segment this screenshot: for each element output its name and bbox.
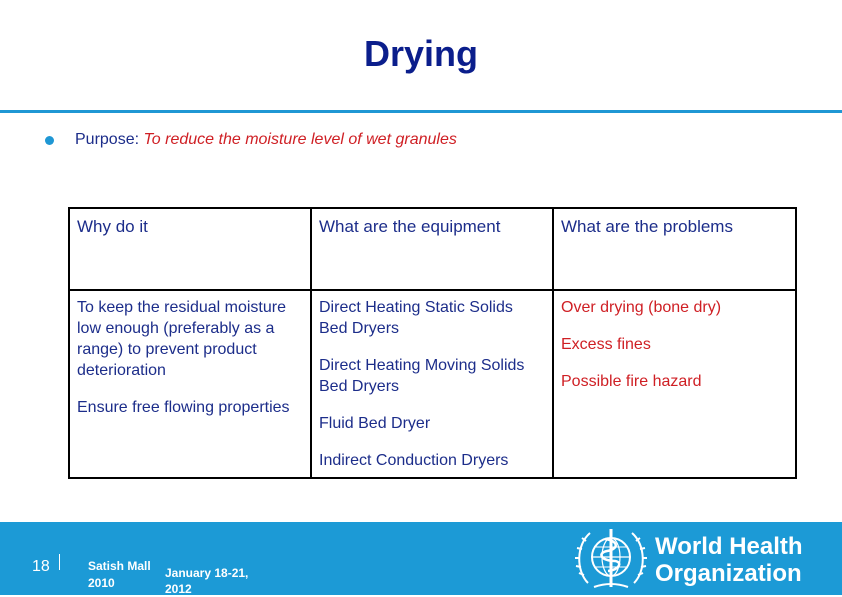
equipment-item: Direct Heating Moving Solids Bed Dryers: [319, 357, 525, 395]
purpose-text: To reduce the moisture level of wet granules: [143, 131, 457, 148]
event-date-line2: 2012: [165, 582, 192, 596]
drying-table: [68, 207, 797, 479]
problems-cell: [553, 290, 796, 478]
presenter-info: [88, 558, 151, 592]
presenter-name: Satish Mall: [88, 559, 151, 573]
table-row: [69, 290, 796, 478]
slide-title: Drying: [363, 33, 478, 74]
equipment-cell: [311, 290, 553, 478]
bullet-dot-icon: [45, 136, 54, 145]
purpose-line: [75, 131, 457, 149]
organization-name-line1: World Health: [655, 533, 803, 560]
title-divider: [0, 110, 842, 113]
event-date-line1: January 18-21,: [165, 566, 249, 580]
problem-item: Excess fines: [561, 336, 651, 353]
page-number: 18: [32, 558, 50, 575]
header-problems: What are the problems: [553, 208, 796, 290]
organization-name-line2: Organization: [655, 560, 802, 587]
why-item: To keep the residual moisture low enough (preferably as a range) to prevent product deterioration: [77, 299, 286, 379]
table-header-row: [69, 208, 796, 290]
problem-item: Over drying (bone dry): [561, 299, 722, 316]
header-equipment: What are the equipment: [311, 208, 553, 290]
who-emblem-icon: [572, 525, 650, 596]
equipment-item: Fluid Bed Dryer: [319, 415, 431, 432]
purpose-label: Purpose:: [75, 131, 144, 148]
equipment-item: Indirect Conduction Dryers: [319, 452, 509, 469]
header-why: Why do it: [69, 208, 311, 290]
page-divider: [59, 554, 60, 570]
why-item: Ensure free flowing properties: [77, 399, 290, 416]
problem-item: Possible fire hazard: [561, 373, 702, 390]
event-date: [165, 565, 248, 597]
organization-name: [655, 533, 803, 587]
why-cell: [69, 290, 311, 478]
equipment-item: Direct Heating Static Solids Bed Dryers: [319, 299, 513, 337]
presenter-year: 2010: [88, 576, 115, 590]
